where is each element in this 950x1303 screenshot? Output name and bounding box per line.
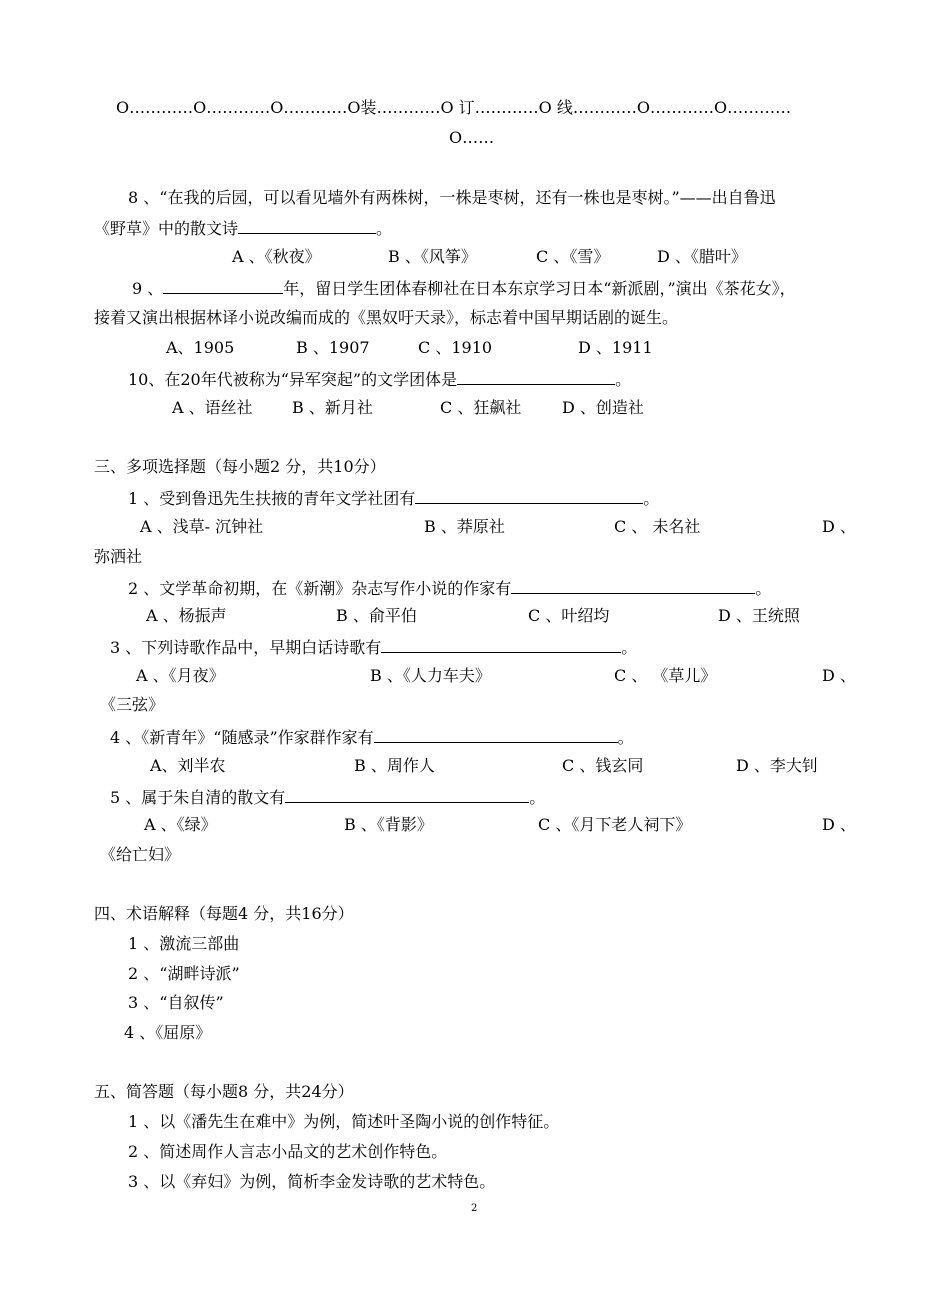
section-3-title: 三、多项选择题（每小题2 分，共10分）	[94, 457, 386, 476]
section-4-title: 四、术语解释（每题4 分，共16分）	[94, 904, 354, 923]
binding-line: O…………O…………O…………O装…………O 订…………O 线…………O…………O…………	[116, 98, 792, 117]
option-d-text: 弥洒社	[94, 547, 143, 566]
answer-blank[interactable]	[285, 784, 529, 803]
short-answer-item: 3 、以《弃妇》为例，简析李金发诗歌的艺术特色。	[128, 1172, 496, 1191]
binding-line-wrap: O……	[449, 128, 495, 147]
option-b: B 、俞平伯	[336, 606, 417, 625]
option-b: B 、《风筝》	[388, 247, 477, 266]
option-c: C 、 《草儿》	[614, 666, 717, 685]
question-8-text: 8 、“在我的后园，可以看见墙外有两株树，一株是枣树，还有一株也是枣树。”——出自鲁迅	[128, 188, 776, 207]
answer-blank[interactable]	[374, 724, 618, 743]
option-d: D 、《腊叶》	[657, 247, 747, 266]
term-item: 4 、《屈原》	[124, 1023, 212, 1042]
option-d: D 、创造社	[562, 398, 644, 417]
short-answer-item: 2 、简述周作人言志小品文的艺术创作特色。	[128, 1142, 448, 1161]
option-d-text: 《三弦》	[100, 695, 165, 714]
term-item: 2 、“湖畔诗派”	[128, 964, 240, 983]
short-answer-item: 1 、以《潘先生在难中》为例，简述叶圣陶小说的创作特征。	[128, 1112, 560, 1131]
section-5-title: 五、简答题（每小题8 分，共24分）	[94, 1082, 354, 1101]
option-a: A、刘半农	[150, 756, 226, 775]
answer-blank[interactable]	[415, 485, 643, 504]
option-c: C 、1910	[418, 338, 493, 357]
option-d: D 、1911	[578, 338, 653, 357]
answer-blank[interactable]	[381, 634, 621, 653]
option-a: A、1905	[166, 338, 235, 357]
option-c: C 、叶绍均	[528, 606, 610, 625]
answer-blank[interactable]	[163, 275, 283, 294]
question-10-text: 10、在20年代被称为“异军突起”的文学团体是 。	[128, 366, 631, 392]
option-b: B 、《人力车夫》	[370, 666, 491, 685]
option-c: C 、钱玄同	[562, 756, 644, 775]
option-c: C 、狂飙社	[440, 398, 522, 417]
option-b: B 、1907	[296, 338, 370, 357]
option-c: C 、《雪》	[536, 247, 610, 266]
option-b: B 、新月社	[292, 398, 373, 417]
option-a: A 、杨振声	[146, 606, 227, 625]
term-item: 3 、“自叙传”	[128, 993, 224, 1012]
option-b: B 、周作人	[354, 756, 435, 775]
section3-question-2: 2 、文学革命初期，在《新潮》杂志写作小说的作家有 。	[128, 575, 771, 601]
option-c: C 、《月下老人祠下》	[538, 815, 692, 834]
question-9-text: 9 、 年，留日学生团体春柳社在日本东京学习日本“新派剧，”演出《茶花女》，	[132, 275, 796, 301]
option-a: A 、《月夜》	[136, 666, 225, 685]
option-b: B 、莽原社	[424, 517, 505, 536]
answer-blank[interactable]	[238, 215, 376, 234]
question-8-text-cont: 《野草》中的散文诗 。	[94, 215, 392, 241]
section3-question-1: 1 、受到鲁迅先生扶掖的青年文学社团有 。	[128, 485, 659, 511]
term-item: 1 、激流三部曲	[128, 934, 240, 953]
option-a: A 、语丝社	[172, 398, 253, 417]
option-d: D 、王统照	[718, 606, 800, 625]
question-9-text-cont: 接着又演出根据林译小说改编而成的《黑奴吁天录》，标志着中国早期话剧的诞生。	[94, 308, 679, 327]
option-a: A 、《秋夜》	[232, 247, 321, 266]
answer-blank[interactable]	[457, 366, 615, 385]
option-d: D 、李大钊	[736, 756, 818, 775]
option-c: C 、 未名社	[614, 517, 701, 536]
option-d-text: 《给亡妇》	[100, 845, 181, 864]
answer-blank[interactable]	[511, 575, 755, 594]
page-number: 2	[471, 1203, 478, 1214]
option-d: D 、	[822, 815, 856, 834]
section3-question-3: 3 、下列诗歌作品中，早期白话诗歌有 。	[110, 634, 637, 660]
option-b: B 、《背影》	[344, 815, 433, 834]
option-a: A 、浅草- 沉钟社	[140, 517, 264, 536]
option-d: D 、	[822, 666, 856, 685]
option-a: A 、《绿》	[144, 815, 217, 834]
section3-question-4: 4 、《新青年》“随感录”作家群作家有 。	[110, 724, 634, 750]
section3-question-5: 5 、属于朱自清的散文有 。	[110, 784, 545, 810]
option-d: D 、	[822, 517, 856, 536]
